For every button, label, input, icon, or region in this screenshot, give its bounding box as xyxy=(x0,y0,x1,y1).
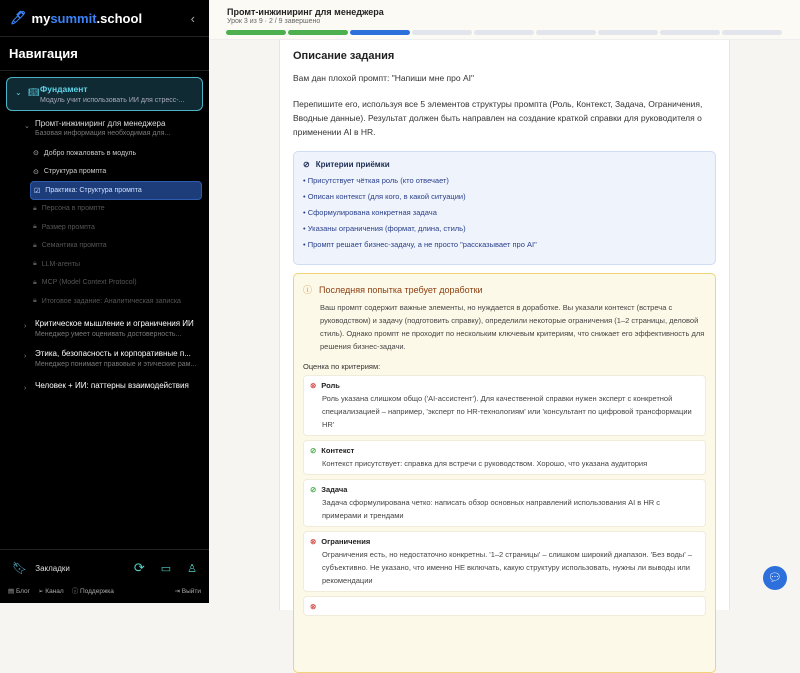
rocket-icon: 🖊 xyxy=(10,10,27,25)
course-desc: Базовая информация необходимая для... xyxy=(35,130,171,137)
chat-icon[interactable]: ▭ xyxy=(160,562,172,575)
logo[interactable] xyxy=(10,10,142,26)
check-circle-icon: ⊘ xyxy=(310,446,317,455)
help-icon: ⓘ xyxy=(71,588,79,595)
progress-segment xyxy=(598,30,658,35)
lesson-item xyxy=(33,258,80,270)
lock-icon: 🔒︎ xyxy=(33,223,37,230)
lesson-item xyxy=(33,277,137,289)
logout-label: Выйти xyxy=(181,587,201,595)
module-desc: Модуль учит использовать ИИ для стресс-... xyxy=(40,97,185,104)
chat-button[interactable] xyxy=(763,566,787,590)
criterion-item xyxy=(303,375,706,436)
progress-segment xyxy=(350,30,410,35)
course-title[interactable]: Человек + ИИ: паттерны взаимодействия xyxy=(35,381,189,390)
lesson-label: Практика: Структура промпта xyxy=(45,187,142,194)
criterion-item xyxy=(303,479,706,527)
criterion: • Указаны ограничения (формат, длина, стиль) xyxy=(303,224,466,233)
task-prompt: Вам дан плохой промпт: "Напиши мне про AI" xyxy=(293,73,475,83)
check-circle-icon: ⊙ xyxy=(33,168,39,176)
task-title: Описание задания xyxy=(293,50,395,62)
lesson-label: MCP (Model Context Protocol) xyxy=(41,279,137,286)
lock-icon: 🔒︎ xyxy=(33,260,37,267)
check-circle-icon: ⊘ xyxy=(310,485,317,494)
chevron-right-icon[interactable]: › xyxy=(24,385,27,392)
evaluation-label: Оценка по критериям: xyxy=(303,362,381,371)
feedback-body: Ваш промпт содержит важные элементы, но нуждается в доработке. Вы указали контекст (встреча с руководством) и задачу (подготовить справку), определили некоторые ограничения (1–2 страницы, деловой стиль). Однако промпт не проходит по нескольким ключевым критериям, что снижает его эффективность для решения бизнес-задачи. xyxy=(320,303,705,351)
lock-icon: 🔒︎ xyxy=(33,204,37,212)
lesson-label: Персона в промпте xyxy=(41,205,105,212)
news-icon: ▤ xyxy=(8,587,15,595)
course-title[interactable]: Этика, безопасность и корпоративные п... xyxy=(35,349,191,358)
nav-title: Навигация xyxy=(9,46,78,61)
bookmarks-link[interactable]: Закладки xyxy=(35,563,70,573)
progress-segment xyxy=(474,30,534,35)
criterion-item xyxy=(303,596,706,616)
lesson-progress-bar xyxy=(226,30,782,35)
lesson-header xyxy=(210,0,800,40)
criterion-name: Контекст xyxy=(321,446,355,455)
x-circle-icon: ⊗ xyxy=(310,537,317,546)
criterion: • Присутствует чёткая роль (кто отвечает) xyxy=(303,176,449,185)
support-link[interactable] xyxy=(72,586,114,595)
lock-icon: 🔒︎ xyxy=(33,297,37,304)
logo-text: summit xyxy=(50,10,97,26)
module-title: Фундамент xyxy=(40,84,88,94)
task-card xyxy=(279,40,730,610)
progress-segment xyxy=(536,30,596,35)
logout-link[interactable] xyxy=(174,587,201,595)
module-fundament[interactable] xyxy=(6,77,203,111)
course-desc: Менеджер понимает правовые и этические рам... xyxy=(35,361,197,368)
blog-link[interactable] xyxy=(8,587,30,595)
bookmark-icon: 🔖︎ xyxy=(12,561,28,575)
criterion-name: Задача xyxy=(321,485,348,494)
criterion-name: Роль xyxy=(321,381,340,390)
lesson-label: Семантика промпта xyxy=(41,242,107,249)
lesson-item[interactable] xyxy=(33,147,136,159)
criteria-title: Критерии приёмки xyxy=(315,160,390,169)
lesson-label: Итоговое задание: Аналитическая записка xyxy=(41,297,181,305)
progress-segment xyxy=(660,30,720,35)
task-description: Перепишите его, используя все 5 элементов структуры промпта (Роль, Контекст, Задача, Ограничения, Вводные данные). Результат должен быть направлен на создание краткой справки для руководителя о применении AI в HR. xyxy=(293,99,703,137)
criterion: • Сформулирована конкретная задача xyxy=(303,208,437,217)
lesson-item[interactable] xyxy=(30,181,202,200)
support-label: Поддержка xyxy=(80,588,114,595)
chevron-right-icon[interactable]: › xyxy=(24,323,27,330)
feedback-panel xyxy=(293,273,716,673)
logout-icon: ⇥ xyxy=(174,587,180,595)
send-icon: ➢ xyxy=(38,587,44,595)
course-title: Промт-инжиниринг для менеджера xyxy=(227,7,384,17)
criterion-item xyxy=(303,531,706,592)
chevron-right-icon[interactable]: › xyxy=(24,353,27,360)
chevron-down-icon[interactable]: ⌄ xyxy=(24,123,30,130)
sync-icon[interactable]: ⟳ xyxy=(133,560,145,575)
divider xyxy=(0,36,209,37)
divider xyxy=(0,70,209,71)
book-icon: 📖︎ xyxy=(28,87,40,97)
acceptance-criteria xyxy=(293,151,716,265)
lesson-label: Добро пожаловать в модуль xyxy=(43,149,137,157)
lock-icon: 🔒︎ xyxy=(33,278,37,286)
logo-text: my xyxy=(31,10,51,26)
course-title[interactable]: Промт-инжиниринг для менеджера xyxy=(35,119,166,128)
check-circle-icon: ⊘ xyxy=(303,160,310,169)
lesson-label: Размер промпта xyxy=(41,223,95,231)
sidebar xyxy=(0,0,209,603)
check-circle-icon: ⊙ xyxy=(33,150,39,157)
feedback-title: Последняя попытка требует доработки xyxy=(319,284,483,295)
checkbox-icon: ☑ xyxy=(34,187,41,195)
channel-label: Канал xyxy=(45,587,64,595)
lesson-item xyxy=(33,295,181,307)
lesson-item xyxy=(33,203,105,215)
criterion-name: Ограничения xyxy=(321,537,371,546)
user-icon[interactable]: ♙ xyxy=(187,562,197,575)
channel-link[interactable] xyxy=(38,587,64,595)
criterion-text: Контекст присутствует: справка для встречи с руководством. Хорошо, что указана аудитория xyxy=(322,459,648,468)
lesson-progress-text: Урок 3 из 9 · 2 / 9 завершено xyxy=(227,18,321,25)
criterion-text: Роль указана слишком общо ('AI-ассистент'). Для качественной справки нужен эксперт с конкретной специализацией – например, 'эксперт по HR-технологиям' или 'консультант по цифровой трансформации HR' xyxy=(322,394,692,429)
lesson-item[interactable] xyxy=(33,166,106,178)
course-title[interactable]: Критическое мышление и ограничения ИИ xyxy=(35,319,194,328)
lock-icon: 🔒︎ xyxy=(33,241,37,249)
logo-text: .school xyxy=(96,10,143,26)
blog-label: Блог xyxy=(15,587,31,595)
x-circle-icon: ⊗ xyxy=(310,381,317,390)
criterion-text: Ограничения есть, но недостаточно конкретны. '1–2 страницы' – слишком широкий диапазон. 'Без воды' – субъективно. Не указано, что именно НЕ включать, какую структуру использовать, нужны ли выводы или рекомендации xyxy=(322,550,692,585)
course-desc: Менеджер умеет оценивать достоверность... xyxy=(35,331,182,338)
chat-icon: 💬︎ xyxy=(768,572,782,584)
criterion-text: Задача сформулирована четко: написать обзор основных направлений использования AI в HR с примерами и трендами xyxy=(322,498,661,520)
lesson-item xyxy=(33,240,107,252)
alert-icon: ⓘ xyxy=(303,285,313,295)
progress-segment xyxy=(288,30,348,35)
lesson-label: Структура промпта xyxy=(43,168,107,175)
x-circle-icon: ⊗ xyxy=(310,602,317,611)
criterion: • Промпт решает бизнес-задачу, а не просто "рассказывает про AI" xyxy=(303,240,537,249)
chevron-down-icon: ⌄ xyxy=(15,88,22,97)
lesson-item xyxy=(33,221,95,233)
criterion-item xyxy=(303,440,706,475)
lesson-label: LLM-агенты xyxy=(41,260,80,268)
progress-segment xyxy=(412,30,472,35)
divider xyxy=(0,549,209,550)
progress-segment xyxy=(226,30,286,35)
criterion: • Описан контекст (для кого, в какой ситуации) xyxy=(303,192,466,201)
collapse-sidebar-icon[interactable]: ‹ xyxy=(190,11,195,26)
progress-segment xyxy=(722,30,782,35)
